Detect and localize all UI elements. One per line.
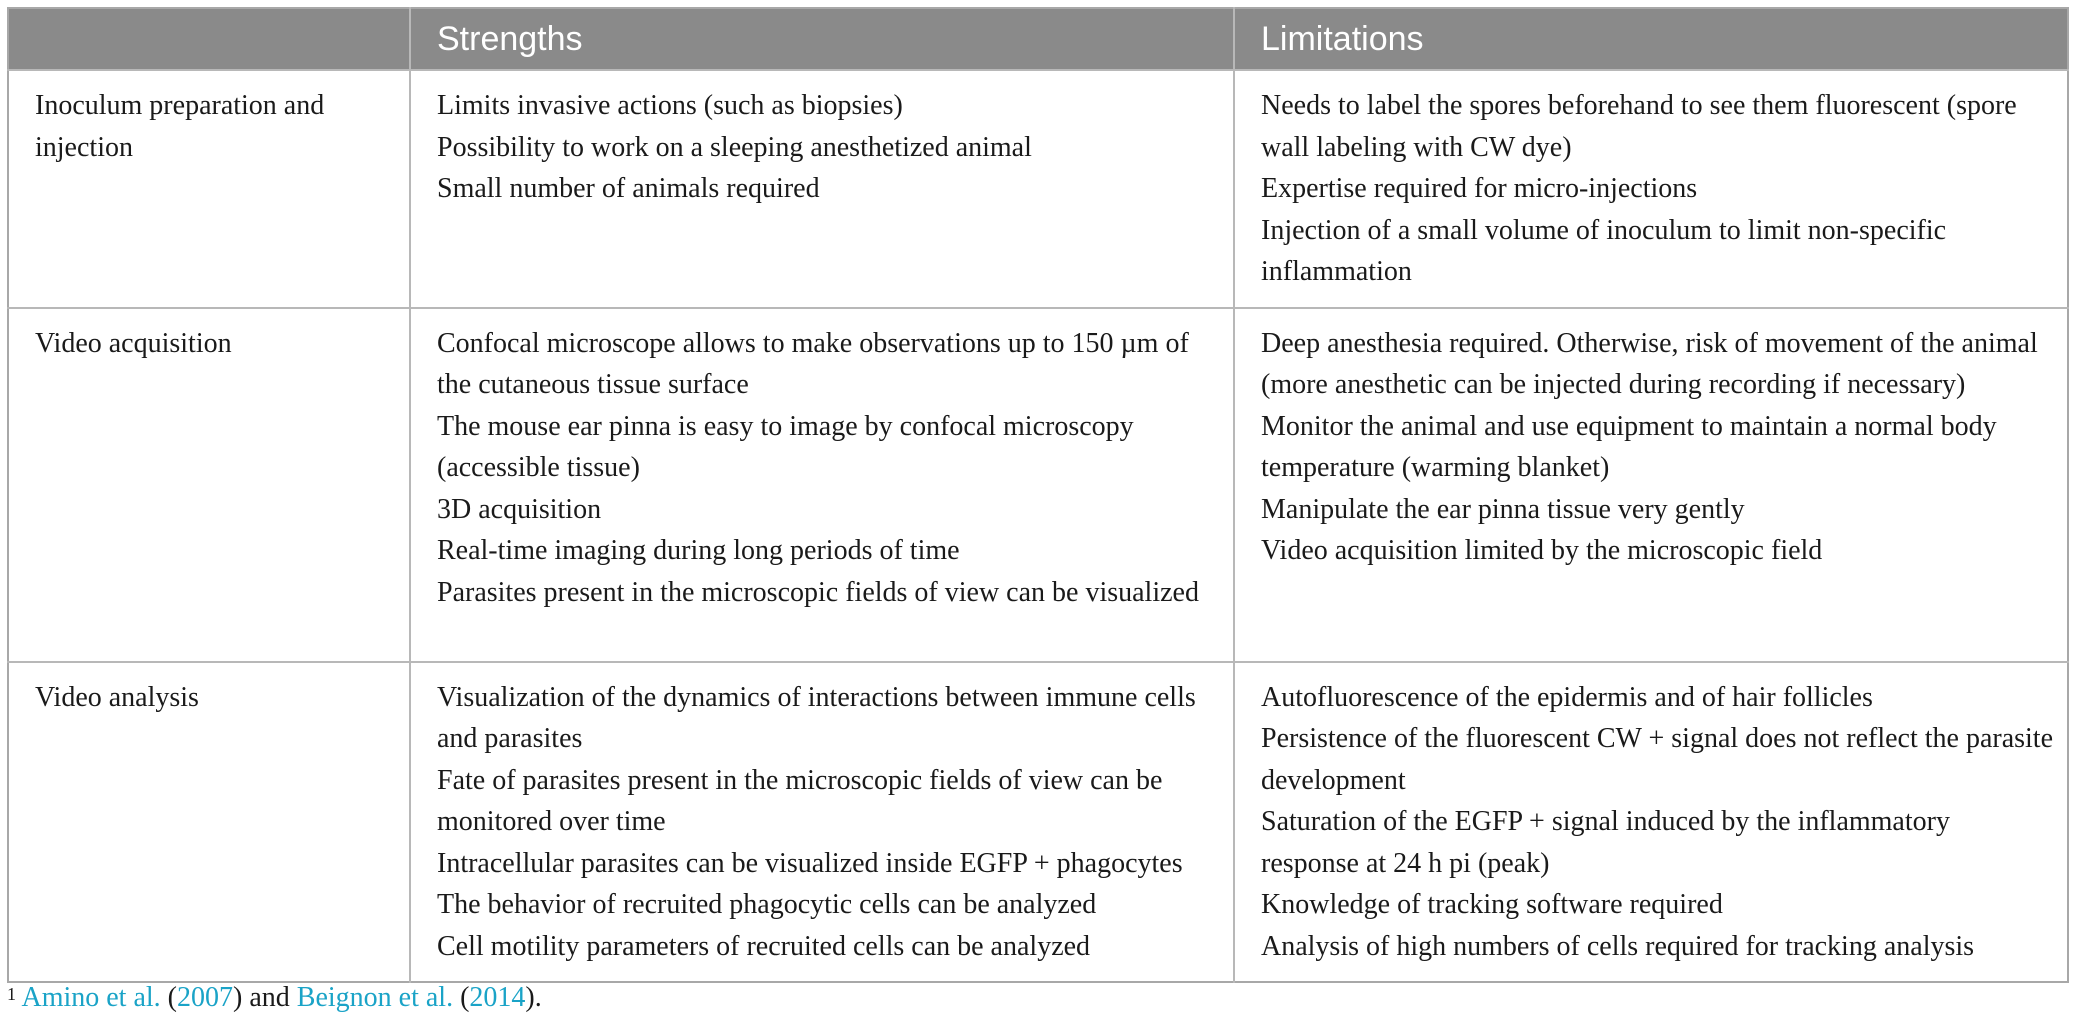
list-item: Possibility to work on a sleeping anesthetized animal bbox=[437, 131, 1032, 163]
list-item: 3D acquisition bbox=[437, 493, 602, 525]
list-item: Analysis of high numbers of cells required for tracking analysis bbox=[1261, 930, 1975, 962]
table-row-video-acquisition bbox=[8, 308, 2068, 662]
list-item: Fate of parasites present in the microscopic fields of view can be monitored over time bbox=[437, 764, 1163, 837]
header-limitations: Limitations bbox=[1234, 8, 2068, 70]
limitations-cell bbox=[1234, 308, 2068, 662]
list-item: Visualization of the dynamics of interactions between immune cells and parasites bbox=[437, 681, 1196, 754]
strengths-limitations-table bbox=[7, 7, 2069, 983]
footnote-marker: 1 bbox=[7, 984, 16, 1004]
list-item: Expertise required for micro-injections bbox=[1261, 173, 1698, 204]
header-row bbox=[8, 8, 2068, 70]
list-item: Persistence of the fluorescent CW + signal does not reflect the parasite development bbox=[1261, 723, 2054, 796]
limitations-cell bbox=[1234, 70, 2068, 308]
row-category: Video acquisition bbox=[8, 308, 410, 662]
strengths-cell bbox=[410, 308, 1234, 662]
list-item: Saturation of the EGFP + signal induced by the inflammatory response at 24 h pi (peak) bbox=[1261, 806, 1950, 879]
list-item: Limits invasive actions (such as biopsies) bbox=[437, 90, 903, 121]
row-category: Video analysis bbox=[8, 662, 410, 983]
list-item: Autofluorescence of the epidermis and of hair follicles bbox=[1261, 681, 1873, 713]
citation-year-link-beignon[interactable]: 2014 bbox=[469, 982, 526, 1013]
list-item: Deep anesthesia required. Otherwise, risk of movement of the animal (more anesthetic can be injected during recording if necessary) bbox=[1261, 327, 2038, 400]
comparison-table-container bbox=[7, 7, 2067, 983]
list-item: Real-time imaging during long periods of time bbox=[437, 535, 960, 566]
strengths-cell bbox=[410, 662, 1234, 983]
list-item: Parasites present in the microscopic fields of view can be visualized bbox=[437, 576, 1199, 608]
footnote-joiner: and bbox=[249, 982, 290, 1013]
list-item: Confocal microscope allows to make observations up to 150 µm of the cutaneous tissue surface bbox=[437, 327, 1189, 400]
limitations-cell bbox=[1234, 662, 2068, 983]
list-item: Injection of a small volume of inoculum to limit non-specific inflammation bbox=[1261, 214, 1947, 287]
row-category: Inoculum preparation and injection bbox=[8, 70, 410, 308]
citation-link-amino[interactable]: Amino et al. bbox=[21, 982, 161, 1013]
list-item: Knowledge of tracking software required bbox=[1261, 889, 1723, 920]
list-item: Small number of animals required bbox=[437, 173, 820, 204]
list-item: Video acquisition limited by the microscopic field bbox=[1261, 535, 1823, 566]
table-row-video-analysis bbox=[8, 662, 2068, 983]
strengths-cell bbox=[410, 70, 1234, 308]
list-item: Manipulate the ear pinna tissue very gently bbox=[1261, 493, 1745, 525]
header-strengths: Strengths bbox=[410, 8, 1234, 70]
list-item: Needs to label the spores beforehand to see them fluorescent (spore wall labeling with CW dye) bbox=[1261, 90, 2017, 163]
header-category bbox=[8, 8, 410, 70]
list-item: The behavior of recruited phagocytic cells can be analyzed bbox=[437, 889, 1097, 920]
table-row-inoculum bbox=[8, 70, 2068, 308]
list-item: Intracellular parasites can be visualized inside EGFP + phagocytes bbox=[437, 847, 1183, 879]
list-item: Monitor the animal and use equipment to maintain a normal body temperature (warming blanket) bbox=[1261, 410, 1997, 483]
citation-year-link-amino[interactable]: 2007 bbox=[177, 982, 233, 1013]
table-footnote: $^1$ Amino et al. (2007) and Beignon et al. (2014). bbox=[7, 982, 542, 1013]
citation-link-beignon[interactable]: Beignon et al. bbox=[296, 982, 454, 1013]
list-item: Cell motility parameters of recruited cells can be analyzed bbox=[437, 930, 1091, 962]
list-item: The mouse ear pinna is easy to image by confocal microscopy (accessible tissue) bbox=[437, 410, 1134, 483]
